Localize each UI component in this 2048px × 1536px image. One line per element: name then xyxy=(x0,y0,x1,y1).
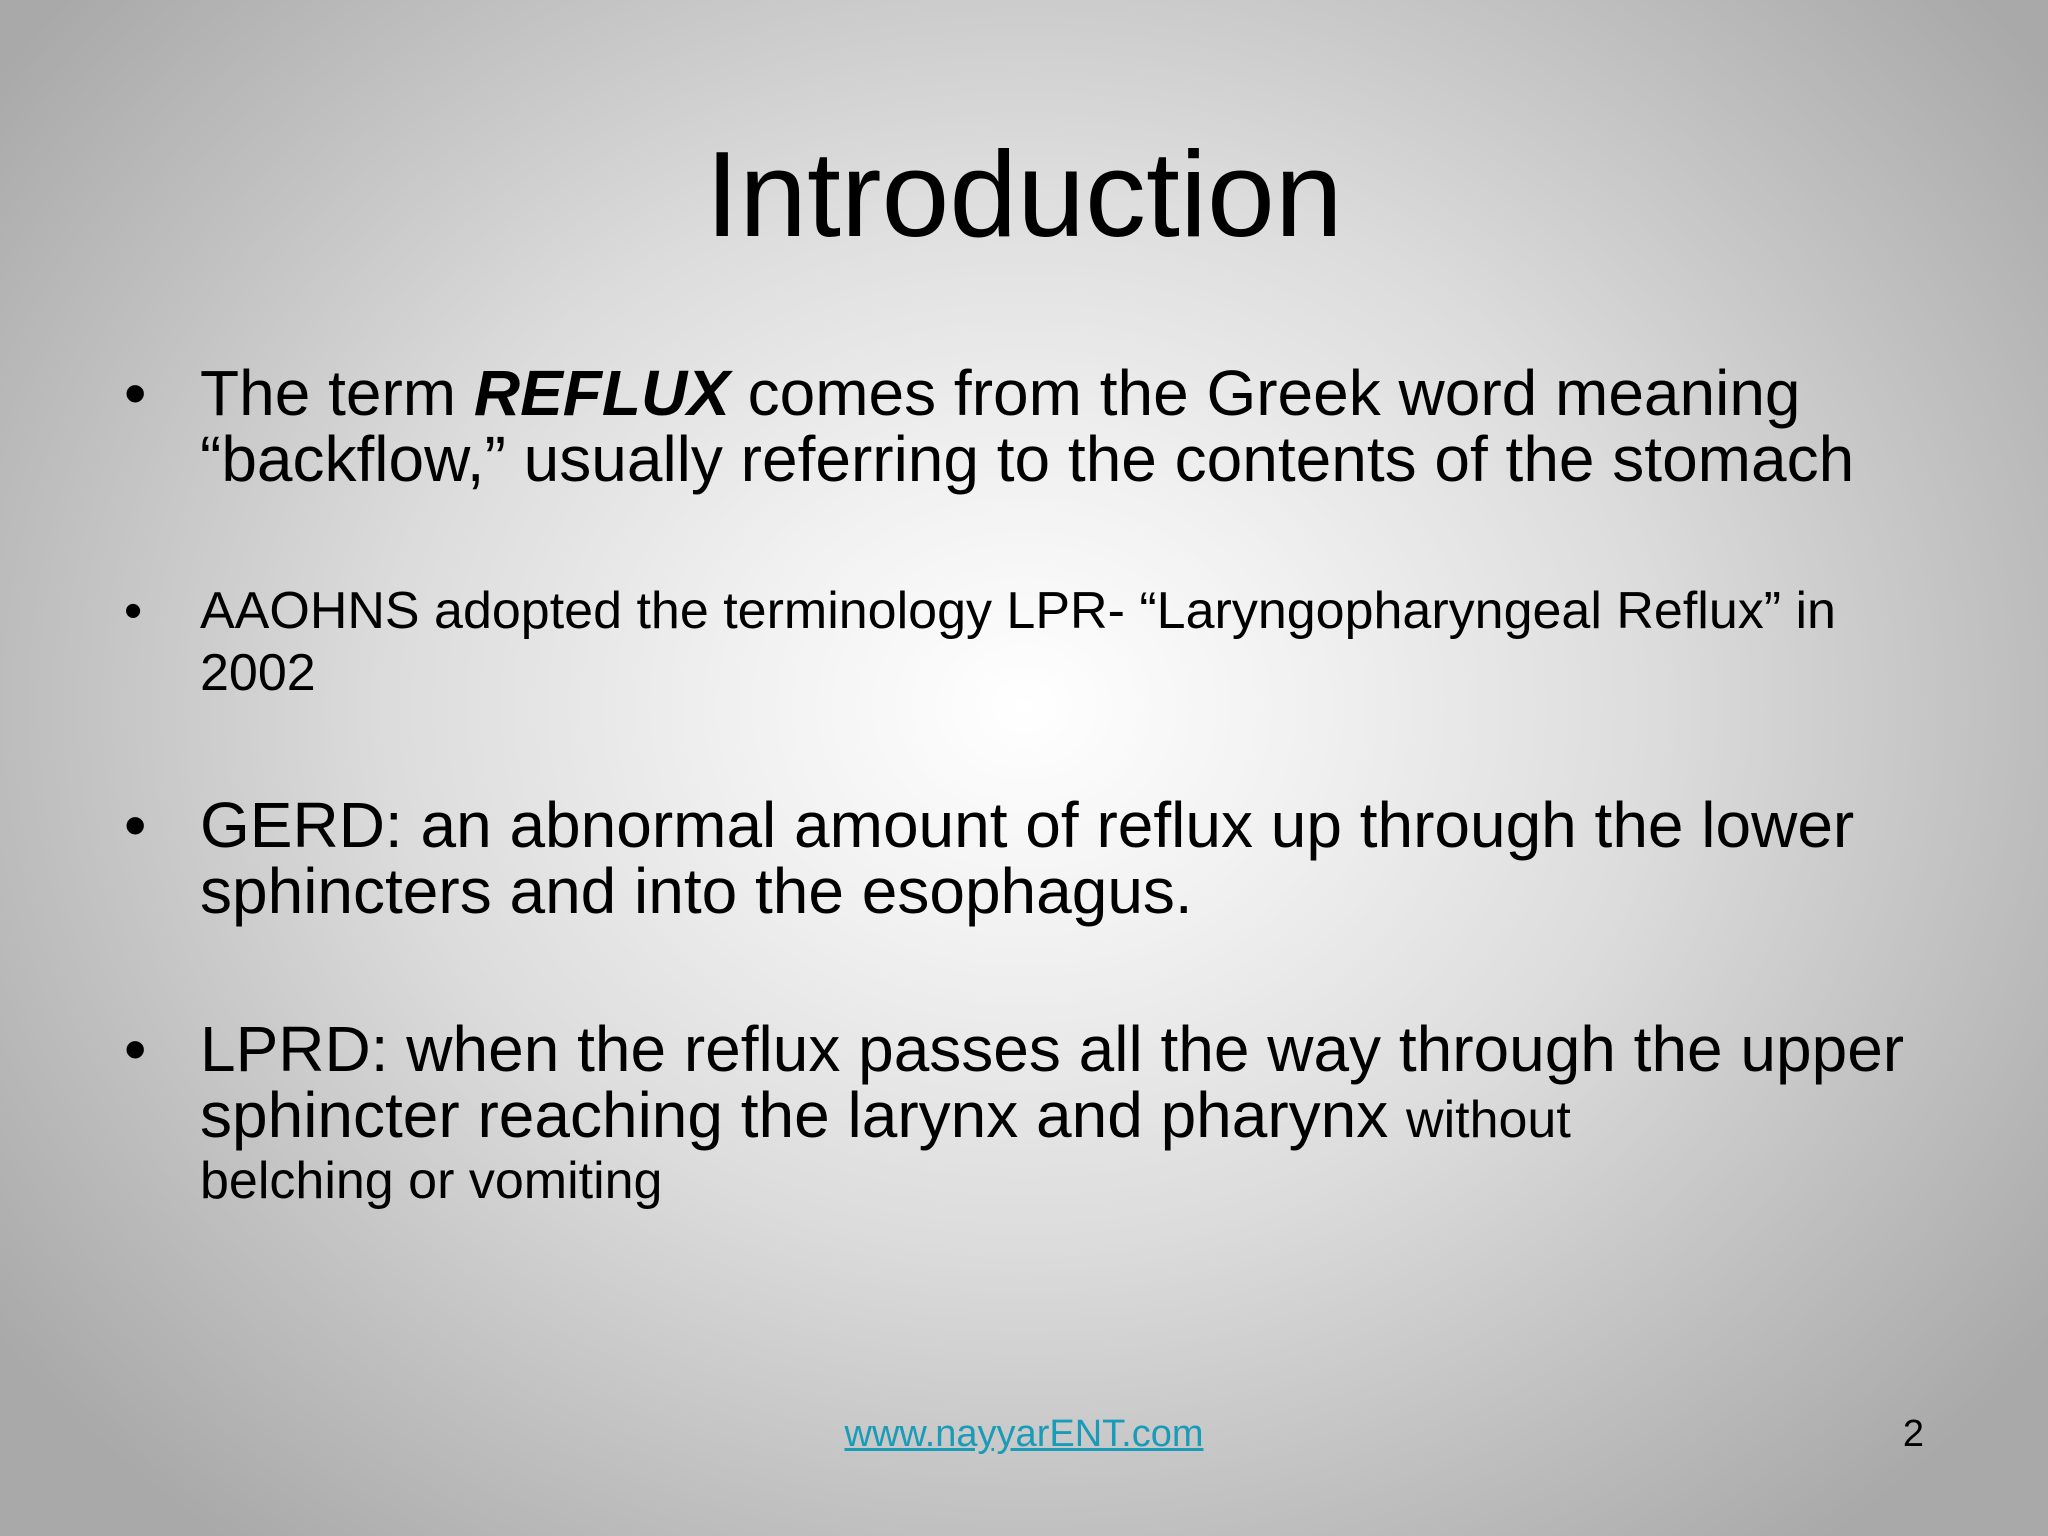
bullet-aaohns xyxy=(118,580,1948,704)
bullet-text: AAOHNS adopted the terminology LPR- “Laryngopharyngeal Reflux” in 2002 xyxy=(200,582,1836,702)
page-number: 2 xyxy=(1902,1413,1924,1455)
bullet-reflux-definition xyxy=(118,357,1948,495)
bullet-text-suffix: comes from the Greek word meaning “backflow,” usually referring to the contents of the stomach xyxy=(200,357,1855,495)
bullet-dot: • xyxy=(124,357,147,429)
bullet-text-prefix: The term xyxy=(200,357,474,429)
bullet-dot: • xyxy=(124,1013,147,1085)
footer xyxy=(0,1412,2048,1456)
bullet-text: GERD: an abnormal amount of reflux up through the lower sphincters and into the esophagus. xyxy=(200,789,1855,927)
bullet-text-main: LPRD: when the reflux passes all the way through the upper sphincter reaching the larynx and pharynx xyxy=(200,1013,1905,1151)
bullet-text-small-inline: without xyxy=(1406,1091,1571,1149)
bullet-dot: • xyxy=(124,789,147,861)
term-reflux: REFLUX xyxy=(473,357,730,429)
website-link[interactable]: www.nayyarENT.com xyxy=(844,1413,1204,1455)
bullet-gerd xyxy=(118,789,1948,927)
bullet-list xyxy=(118,357,1948,1210)
slide-title: Introduction xyxy=(705,126,1343,262)
bullet-text-small-tail: belching or vomiting xyxy=(200,1152,663,1210)
bullet-lprd xyxy=(118,1013,1948,1210)
bullet-dot: • xyxy=(124,582,143,640)
